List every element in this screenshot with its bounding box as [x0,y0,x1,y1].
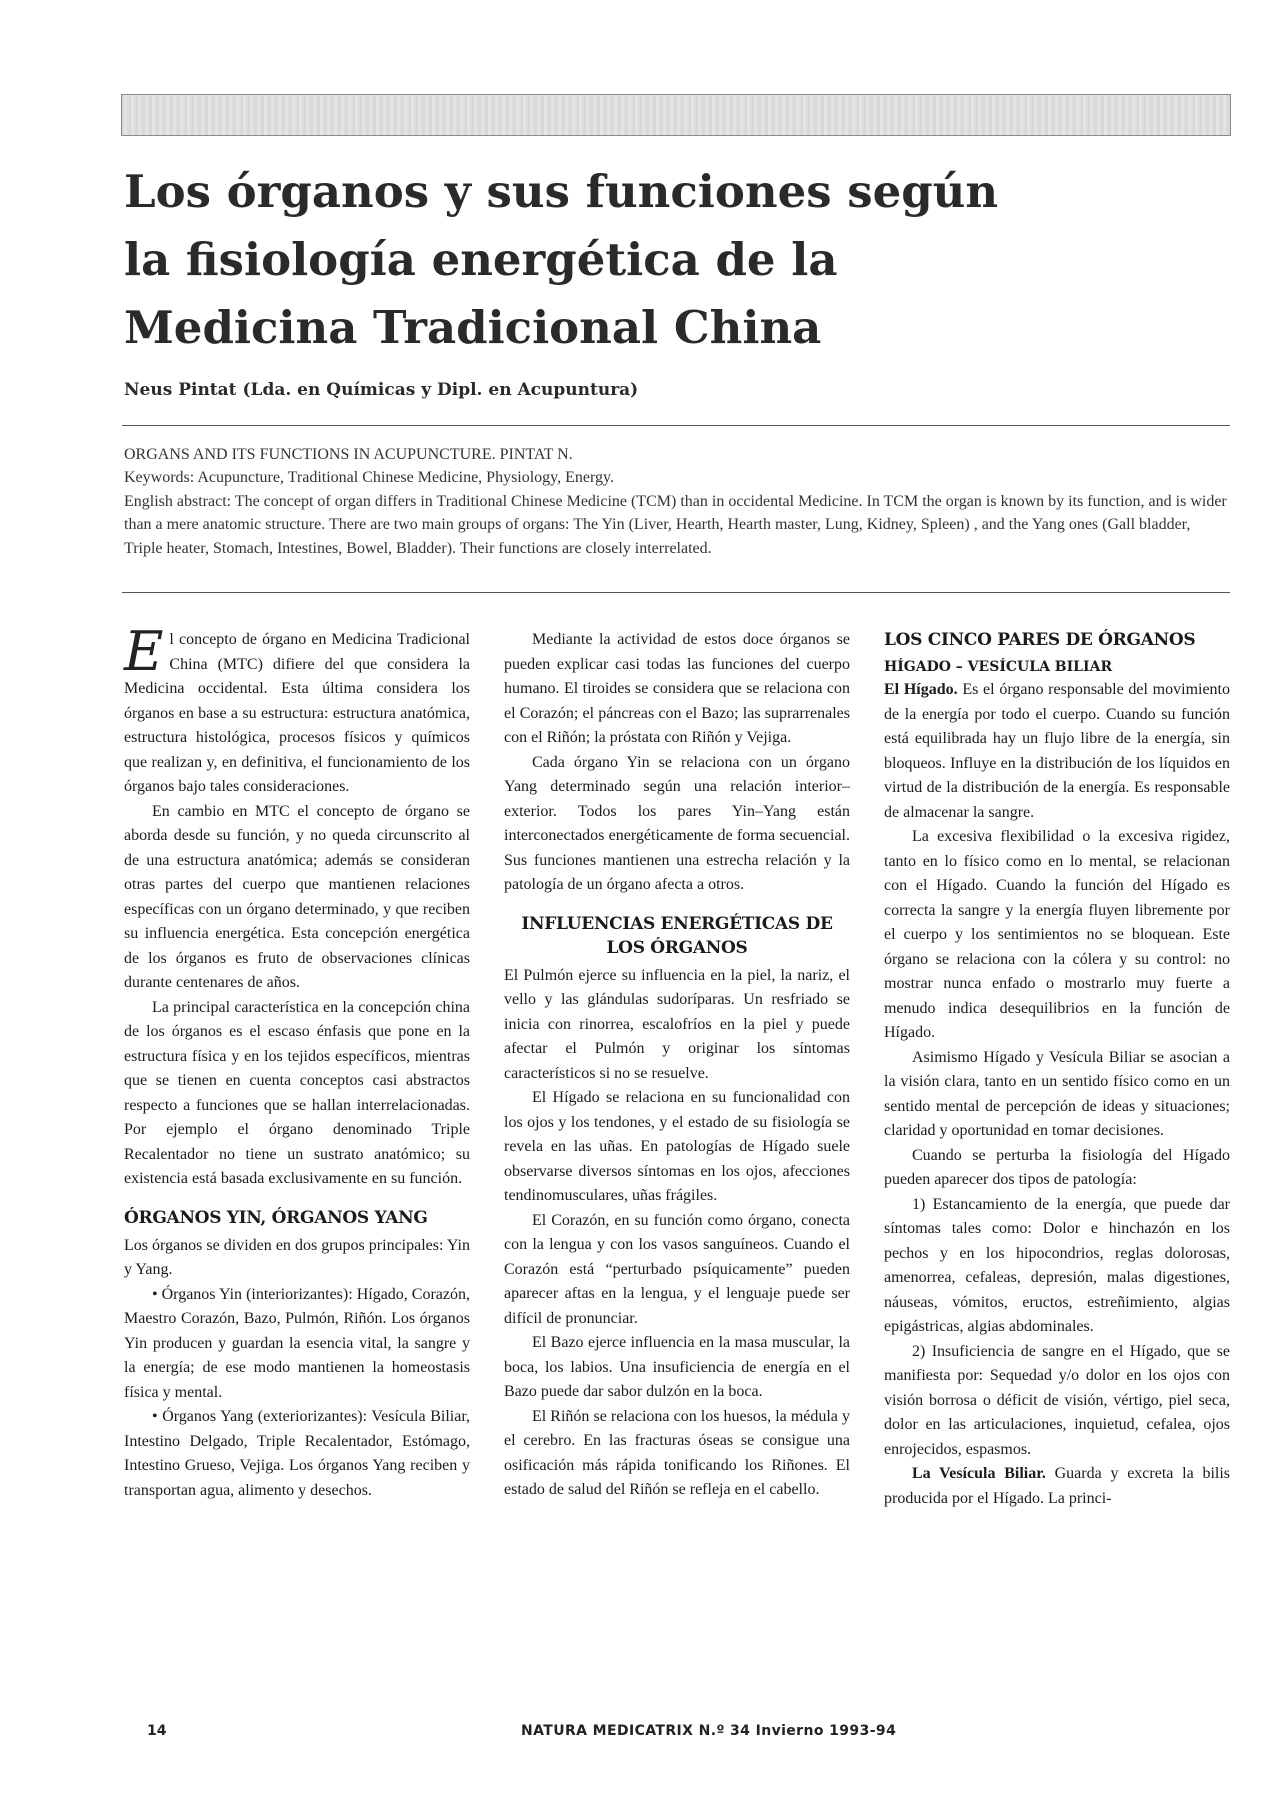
paragraph: Asimismo Hígado y Vesícula Biliar se asocian a la visión clara, tanto en un sentido físico como en un sentido mental de percepción de ideas y situaciones; claridad y oportunidad en tomar decisiones. [884,1048,1230,1139]
paragraph: El Riñón se relaciona con los huesos, la médula y el cerebro. En las fracturas óseas se consigue una osificación más rápida tonificando los Riñones. El estado de salud del Riñón se refleja en el cabello. [504,1407,850,1498]
column-3 [884,628,1230,1511]
paragraph: • Órganos Yang (exteriorizantes): Vesícula Biliar, Intestino Delgado, Triple Recalentador, Estómago, Intestino Grueso, Vejiga. Los órganos Yang reciben y transportan agua, alimento y desechos. [124,1408,470,1499]
abstract-bottom-rule [122,592,1230,593]
paragraph: El Hígado. Es el órgano responsable del movimiento de la energía por todo el cuerpo. Cuando su función está equilibrada hay un flujo libre de la energía, sin bloqueos. Influye en la distribución de los líquidos en virtud de la distribución de la energía. Es responsable de almacenar la sangre. [884,681,1231,821]
paragraph: El Pulmón ejerce su influencia en la piel, la nariz, el vello y las glándulas sudoríparas. Un resfriado se inicia con rinorrea, escalofríos en la piel y puede afectar el Pulmón y originar los síntomas característicos si no se resuelve. [504,966,850,1082]
paragraph: El concepto de órgano en Medicina Tradicional China (MTC) difiere del que considera la Medicina occidental. Esta última considera los órganos en base a su estructura: estructura anatómica, estructura histológica, procesos físicos y químicos que realizan y, en definitiva, el funcionamiento de los órganos bajo tales consideraciones. [124,620,470,795]
abstract-top-rule [122,425,1230,426]
paragraph: 2) Insuficiencia de sangre en el Hígado, que se manifiesta por: Sequedad y/o dolor en los ojos con visión borrosa o déficit de visión, vértigo, piel seca, dolor en las articulaciones, inquietud, cefalea, ojos enrojecidos, espasmos. [884,1342,1230,1458]
paragraph: La excesiva flexibilidad o la excesiva rigidez, tanto en lo físico como en lo mental, se relacionan con el Hígado. Cuando la función del Hígado es correcta la sangre y la energía fluyen libremente por el cuerpo y los sentimientos no se bloquean. Este órgano se relaciona con la cólera y su control: no mostrar nunca enfado o mostrarlo muy fuerte a menudo indica desequilibrios en la función de Hígado. [884,828,1230,1041]
title-line-1: Los órganos y sus funciones según [124,165,999,218]
paragraph: El Corazón, en su función como órgano, conecta con la lengua y con los vasos sanguíneos. Cuando el Corazón está “perturbado psíquicamente” pueden aparecer aftas en la lengua, y el lenguaje puede ser difícil de pronunciar. [504,1211,850,1327]
abstract-keywords: Keywords: Acupuncture, Traditional Chinese Medicine, Physiology, Energy. [124,469,615,487]
author-line: Neus Pintat (Lda. en Químicas y Dipl. en Acupuntura) [124,380,639,400]
paragraph: • Órganos Yin (interiorizantes): Hígado, Corazón, Maestro Corazón, Bazo, Pulmón, Riñón. Los órganos Yin producen y guardan la esencia vital, la sangre y la energía; de ese modo mantienen la homeostasis física y mental. [124,1285,470,1401]
paragraph: Cada órgano Yin se relaciona con un órgano Yang determinado según una relación interior–exterior. Todos los pares Yin–Yang están interconectados energéticamente de forma secuencial. Sus funciones mantienen una estrecha relación y la patología de un órgano afecta a otros. [504,753,850,893]
journal-footer: NATURA MEDICATRIX N.º 34 Invierno 1993-94 [521,1723,897,1739]
page-number: 14 [147,1723,167,1739]
paragraph: Mediante la actividad de estos doce órganos se pueden explicar casi todas las funciones del cuerpo humano. El tiroides se considera que se relaciona con el Corazón; el páncreas con el Bazo; las suprarrenales con el Riñón; la próstata con Riñón y Vejiga. [504,631,850,746]
paragraph: El Bazo ejerce influencia en la masa muscular, la boca, los labios. Una insuficiencia de energía en el Bazo puede dar sabor dulzón en la boca. [504,1334,850,1400]
paragraph: La Vesícula Biliar. Guarda y excreta la bilis producida por el Hígado. La princi- [884,1465,1231,1507]
abstract-heading: ORGANS AND ITS FUNCTIONS IN ACUPUNCTURE. PINTAT N. [124,446,573,463]
abstract-text: English abstract: The concept of organ differs in Traditional Chinese Medicine (TCM) than in occidental Medicine. In TCM the organ is known by its function, and is wider than a mere anatomic structure. There are two main groups of organs: The Yin (Liver, Hearth, Hearth master, Lung, Kidney, Spleen) , and the Yang ones (Gall bladder, Triple heater, Stomach, Intestines, Bowel, Bladder). Their functions are closely interrelated. [124,492,1227,557]
paragraph: Los órganos se dividen en dos grupos principales: Yin y Yang. [124,1236,470,1278]
paragraph: El Hígado se relaciona en su funcionalidad con los ojos y los tendones, y el estado de su fisiología se revela en las uñas. En patologías de Hígado suele observarse diversos síntomas en los ojos, afecciones tendinomusculares, uñas frágiles. [504,1089,850,1204]
title-line-2: la fisiología energética de la [124,233,838,286]
drop-cap: E [124,620,164,683]
paragraph: 1) Estancamiento de la energía, que puede dar síntomas tales como: Dolor e hinchazón en los pechos y en los hipocondrios, reglas dolorosas, amenorrea, cefaleas, depresión, malas digestiones, náuseas, vómitos, eructos, estreñimiento, algias epigástricas, algias abdominales. [884,1195,1230,1335]
paragraph: Cuando se perturba la fisiología del Hígado pueden aparecer dos tipos de patología: [884,1146,1230,1188]
run-in-heading: La Vesícula Biliar. [912,1465,1046,1482]
section-heading: LOS CINCO PARES DE ÓRGANOS [884,630,1196,650]
header-band [121,94,1231,136]
article-title [124,158,1124,362]
subsection-heading: HÍGADO – VESÍCULA BILIAR [884,659,1113,675]
title-line-3: Medicina Tradicional China [124,301,822,354]
column-2 [504,628,850,1503]
english-abstract [124,443,1230,560]
paragraph: En cambio en MTC el concepto de órgano se aborda desde su función, y no queda circunscrito al de una estructura anatómica; además se consideran otras partes del cuerpo que mantienen relaciones específicas con un órgano determinado, y que reciben su influencia energética. Esta concepción energética de los órganos es fruto de observaciones clínicas durante centenares de años. [124,802,470,991]
section-heading: INFLUENCIAS ENERGÉTICAS DE LOS ÓRGANOS [521,913,833,958]
run-in-heading: El Hígado. [884,681,958,698]
column-1 [124,620,470,1503]
section-heading: ÓRGANOS YIN, ÓRGANOS YANG [124,1207,428,1228]
paragraph: La principal característica en la concepción china de los órganos es el escaso énfasis que pone en la estructura física y en los tejidos específicos, mientras que se tienen en cuenta conceptos casi abstractos respecto a funciones que se hallan interrelacionadas. Por ejemplo el órgano denominado Triple Recalentador no tiene un sustrato anatómico; su existencia está basada exclusivamente en su función. [124,998,470,1187]
